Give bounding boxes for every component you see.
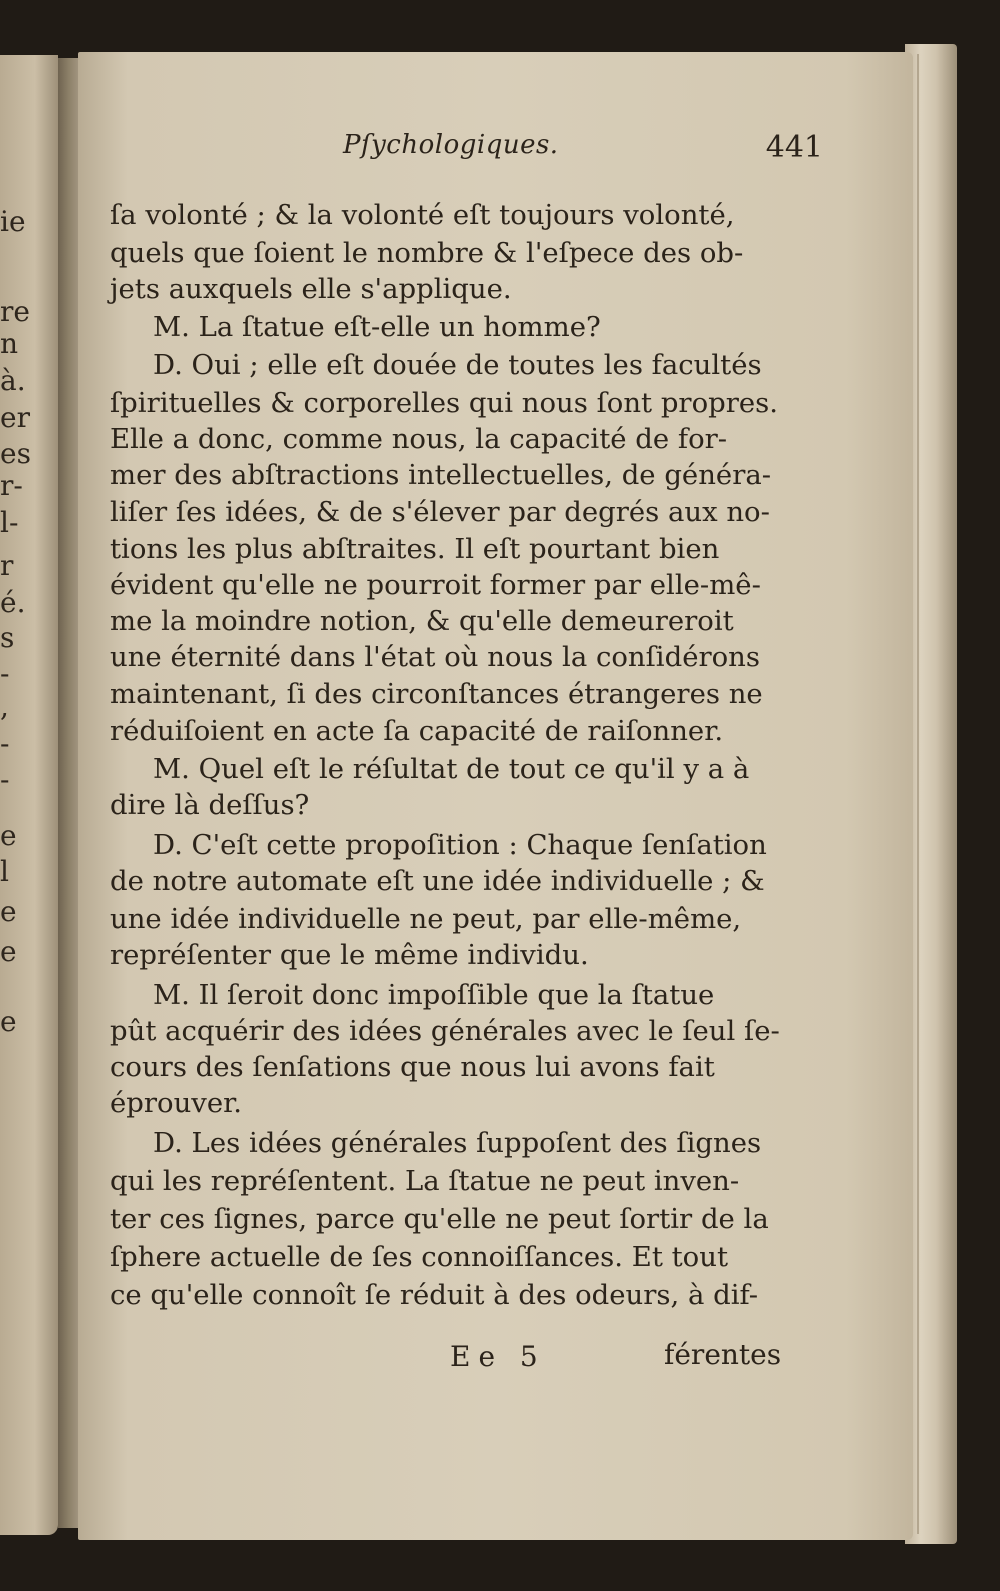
left-page-text: e xyxy=(0,935,17,968)
text-line: dire là deſſus? xyxy=(110,789,310,821)
text-line: M. La ſtatue eſt-elle un homme? xyxy=(153,311,601,343)
text-line: ter ces ſignes, parce qu'elle ne peut ſortir de la xyxy=(110,1203,769,1235)
text-line: éprouver. xyxy=(110,1087,242,1119)
text-line: D. C'eſt cette propoſition : Chaque ſenſation xyxy=(153,829,767,861)
text-line: ce qu'elle connoît ſe réduit à des odeurs, à dif- xyxy=(110,1279,758,1311)
left-page-text: e xyxy=(0,895,17,928)
text-line: M. Quel eſt le réſultat de tout ce qu'il y a à xyxy=(153,753,750,785)
text-line: pût acquérir des idées générales avec le ſeul ſe- xyxy=(110,1015,780,1047)
left-page-text: re xyxy=(0,295,30,328)
text-line: ſphere actuelle de ſes connoiſſances. Et tout xyxy=(110,1241,728,1273)
left-page-text: à. xyxy=(0,364,26,397)
page-number: 441 xyxy=(765,130,823,165)
text-line: Elle a donc, comme nous, la capacité de for- xyxy=(110,423,728,455)
text-line: évident qu'elle ne pourroit former par elle-mê- xyxy=(110,569,761,601)
text-line: D. Oui ; elle eſt douée de toutes les facultés xyxy=(153,349,762,381)
running-head: Pſychologiques. xyxy=(343,130,559,160)
text-line: maintenant, ſi des circonſtances étrangeres ne xyxy=(110,678,763,710)
text-line: une idée individuelle ne peut, par elle-même, xyxy=(110,903,742,935)
left-page-text: r- xyxy=(0,469,23,502)
text-line: repréſenter que le même individu. xyxy=(110,939,589,971)
text-line: ſa volonté ; & la volonté eſt toujours volonté, xyxy=(110,199,735,231)
left-page-text: - xyxy=(0,763,10,796)
left-page-text: - xyxy=(0,727,10,760)
left-page-text: es xyxy=(0,437,31,470)
left-page-text: e xyxy=(0,819,17,852)
left-page-text: er xyxy=(0,401,30,434)
text-line: D. Les idées générales ſuppoſent des ſignes xyxy=(153,1127,762,1159)
text-line: une éternité dans l'état où nous la conſidérons xyxy=(110,641,761,673)
text-line: liſer ſes idées, & de s'élever par degrés aux no- xyxy=(110,496,770,528)
text-line: cours des ſenſations que nous lui avons fait xyxy=(110,1051,715,1083)
text-line: jets auxquels elle s'applique. xyxy=(110,273,512,305)
page-header xyxy=(343,130,823,170)
text-line: M. Il ſeroit donc impoſſible que la ſtatue xyxy=(153,979,715,1011)
text-line: mer des abſtractions intellectuelles, de généra- xyxy=(110,459,772,491)
page-text xyxy=(78,52,913,1540)
right-page xyxy=(78,52,913,1540)
left-page-text: é. xyxy=(0,586,26,619)
book-gutter xyxy=(58,58,80,1528)
text-line: quels que ſoient le nombre & l'eſpece des ob- xyxy=(110,237,744,269)
left-page-text: , xyxy=(0,690,9,723)
signature-mark: Ee 5 xyxy=(450,1340,546,1373)
left-page-fragment xyxy=(0,55,58,1535)
left-page-text: s xyxy=(0,621,15,654)
left-page-text: ie xyxy=(0,205,26,238)
text-line: qui les repréſentent. La ſtatue ne peut inven- xyxy=(110,1165,740,1197)
left-page-text: l xyxy=(0,855,9,888)
left-page-text: r xyxy=(0,549,14,582)
left-page-text: - xyxy=(0,657,10,690)
page-footer xyxy=(78,1340,913,1380)
catchword: férentes xyxy=(664,1338,782,1371)
left-page-text: e xyxy=(0,1005,17,1038)
text-line: ſpirituelles & corporelles qui nous ſont propres. xyxy=(110,387,779,419)
text-line: me la moindre notion, & qu'elle demeureroit xyxy=(110,605,734,637)
left-page-text: l- xyxy=(0,506,19,539)
left-page-text: n xyxy=(0,327,19,360)
text-line: réduiſoient en acte ſa capacité de raiſonner. xyxy=(110,715,724,747)
text-line: de notre automate eſt une idée individuelle ; & xyxy=(110,865,765,897)
text-line: tions les plus abſtraites. Il eſt pourtant bien xyxy=(110,533,720,565)
